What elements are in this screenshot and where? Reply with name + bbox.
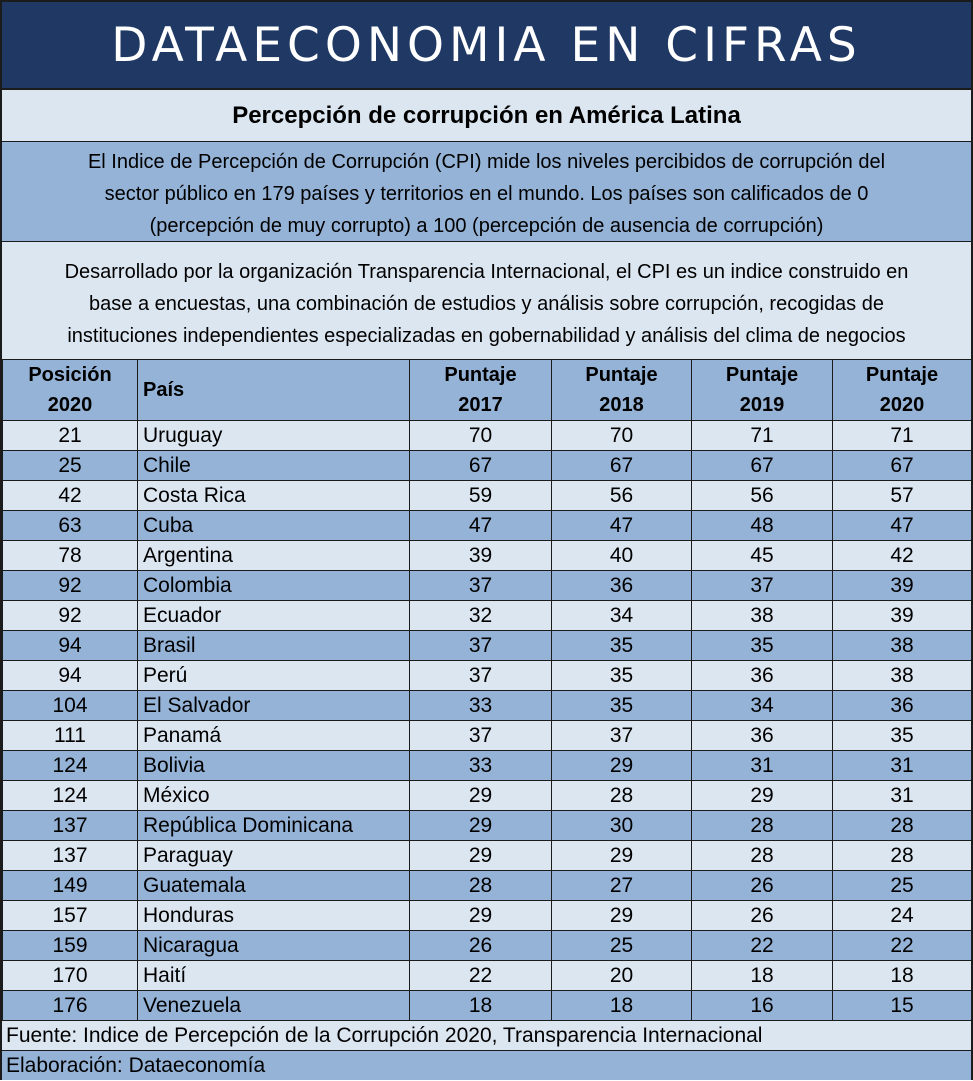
cell-position: 63 <box>3 511 138 541</box>
table-row <box>3 661 972 691</box>
table-row <box>3 541 972 571</box>
cell-score-2018: 30 <box>552 811 692 841</box>
cell-position: 149 <box>3 871 138 901</box>
cell-score-2019: 29 <box>692 781 833 811</box>
cell-country: Cuba <box>138 511 410 541</box>
cell-score-2020: 39 <box>833 571 972 601</box>
cell-score-2020: 28 <box>833 811 972 841</box>
column-header-score-2017: Puntaje 2017 <box>410 360 552 421</box>
cell-score-2017: 33 <box>410 691 552 721</box>
cell-position: 111 <box>3 721 138 751</box>
cell-score-2018: 35 <box>552 631 692 661</box>
cell-score-2019: 48 <box>692 511 833 541</box>
cell-country: Argentina <box>138 541 410 571</box>
cell-score-2019: 35 <box>692 631 833 661</box>
cell-score-2019: 16 <box>692 991 833 1021</box>
cell-score-2017: 37 <box>410 571 552 601</box>
table-row <box>3 961 972 991</box>
cell-score-2018: 18 <box>552 991 692 1021</box>
table-row <box>3 601 972 631</box>
cell-position: 92 <box>3 601 138 631</box>
cell-score-2020: 24 <box>833 901 972 931</box>
cell-score-2019: 26 <box>692 871 833 901</box>
banner-title: DATAECONOMIA EN CIFRAS <box>2 2 971 90</box>
cell-score-2018: 47 <box>552 511 692 541</box>
cell-score-2018: 35 <box>552 661 692 691</box>
table-row <box>3 901 972 931</box>
cell-country: Colombia <box>138 571 410 601</box>
cell-position: 92 <box>3 571 138 601</box>
table-row <box>3 781 972 811</box>
cell-position: 25 <box>3 451 138 481</box>
cell-score-2017: 67 <box>410 451 552 481</box>
cell-score-2019: 36 <box>692 661 833 691</box>
cell-score-2019: 28 <box>692 841 833 871</box>
cell-score-2018: 34 <box>552 601 692 631</box>
description-line: base a encuestas, una combinación de estudios y análisis sobre corrupción, recogidas de <box>89 293 884 315</box>
cell-country: Uruguay <box>138 421 410 451</box>
cell-score-2018: 37 <box>552 721 692 751</box>
cell-score-2020: 28 <box>833 841 972 871</box>
cell-score-2020: 57 <box>833 481 972 511</box>
cell-score-2018: 67 <box>552 451 692 481</box>
table-row <box>3 511 972 541</box>
cell-country: El Salvador <box>138 691 410 721</box>
cell-score-2020: 22 <box>833 931 972 961</box>
cell-score-2018: 20 <box>552 961 692 991</box>
cell-position: 137 <box>3 841 138 871</box>
cell-country: Bolivia <box>138 751 410 781</box>
cell-position: 159 <box>3 931 138 961</box>
description-cpi <box>2 142 971 242</box>
cell-score-2017: 29 <box>410 781 552 811</box>
cell-score-2020: 71 <box>833 421 972 451</box>
cell-score-2019: 56 <box>692 481 833 511</box>
cell-score-2020: 18 <box>833 961 972 991</box>
cell-country: Paraguay <box>138 841 410 871</box>
table-row <box>3 691 972 721</box>
cell-position: 42 <box>3 481 138 511</box>
cell-score-2018: 29 <box>552 841 692 871</box>
cell-score-2017: 70 <box>410 421 552 451</box>
cell-score-2018: 70 <box>552 421 692 451</box>
cell-score-2017: 33 <box>410 751 552 781</box>
column-header-score-2020: Puntaje 2020 <box>833 360 972 421</box>
cell-score-2017: 29 <box>410 901 552 931</box>
table-row <box>3 721 972 751</box>
table-row <box>3 481 972 511</box>
cell-country: Venezuela <box>138 991 410 1021</box>
cell-score-2019: 67 <box>692 451 833 481</box>
table-header-row <box>3 360 972 421</box>
cell-score-2017: 22 <box>410 961 552 991</box>
table-row <box>3 841 972 871</box>
cell-score-2020: 42 <box>833 541 972 571</box>
table-row <box>3 931 972 961</box>
cell-country: Chile <box>138 451 410 481</box>
cell-score-2019: 26 <box>692 901 833 931</box>
cell-score-2019: 18 <box>692 961 833 991</box>
cell-score-2017: 37 <box>410 661 552 691</box>
cell-country: Ecuador <box>138 601 410 631</box>
column-header-score-2019: Puntaje 2019 <box>692 360 833 421</box>
cell-score-2020: 31 <box>833 781 972 811</box>
description-methodology <box>2 242 971 359</box>
table-row <box>3 811 972 841</box>
table-row <box>3 421 972 451</box>
column-header-score-2018: Puntaje 2018 <box>552 360 692 421</box>
credit-note: Elaboración: Dataeconomía <box>2 1050 971 1080</box>
cell-score-2019: 71 <box>692 421 833 451</box>
cell-score-2020: 25 <box>833 871 972 901</box>
cell-score-2020: 38 <box>833 631 972 661</box>
cell-score-2018: 29 <box>552 901 692 931</box>
cell-score-2019: 37 <box>692 571 833 601</box>
column-header-position: Posición 2020 <box>3 360 138 421</box>
cell-position: 124 <box>3 751 138 781</box>
table-row <box>3 571 972 601</box>
cell-score-2017: 28 <box>410 871 552 901</box>
cell-position: 78 <box>3 541 138 571</box>
cpi-table <box>2 359 972 1021</box>
cell-country: Haití <box>138 961 410 991</box>
table-row <box>3 451 972 481</box>
cell-score-2020: 38 <box>833 661 972 691</box>
cell-score-2017: 47 <box>410 511 552 541</box>
cell-score-2017: 37 <box>410 721 552 751</box>
cell-score-2018: 29 <box>552 751 692 781</box>
cell-score-2017: 37 <box>410 631 552 661</box>
cell-country: Costa Rica <box>138 481 410 511</box>
page-title: Percepción de corrupción en América Latina <box>2 90 971 142</box>
cell-position: 176 <box>3 991 138 1021</box>
cell-score-2019: 45 <box>692 541 833 571</box>
cell-position: 21 <box>3 421 138 451</box>
cell-score-2020: 15 <box>833 991 972 1021</box>
cell-score-2019: 31 <box>692 751 833 781</box>
cell-score-2019: 22 <box>692 931 833 961</box>
cell-position: 137 <box>3 811 138 841</box>
cell-country: Guatemala <box>138 871 410 901</box>
column-header-country: País <box>138 360 410 421</box>
cell-score-2017: 26 <box>410 931 552 961</box>
cell-score-2019: 38 <box>692 601 833 631</box>
cell-score-2020: 35 <box>833 721 972 751</box>
cell-position: 124 <box>3 781 138 811</box>
description-line: Desarrollado por la organización Transparencia Internacional, el CPI es un indice construido en <box>64 261 909 283</box>
cell-score-2020: 36 <box>833 691 972 721</box>
description-line: El Indice de Percepción de Corrupción (CPI) mide los niveles percibidos de corrupción del <box>87 151 886 173</box>
cell-position: 170 <box>3 961 138 991</box>
cell-position: 104 <box>3 691 138 721</box>
table-row <box>3 751 972 781</box>
table-row <box>3 991 972 1021</box>
cell-score-2020: 31 <box>833 751 972 781</box>
source-note: Fuente: Indice de Percepción de la Corrupción 2020, Transparencia Internacional <box>2 1020 971 1050</box>
cell-country: Nicaragua <box>138 931 410 961</box>
cell-score-2017: 29 <box>410 841 552 871</box>
cell-position: 94 <box>3 631 138 661</box>
cell-score-2020: 39 <box>833 601 972 631</box>
cell-country: Brasil <box>138 631 410 661</box>
table-body <box>3 421 972 1021</box>
cell-score-2017: 18 <box>410 991 552 1021</box>
table-row <box>3 871 972 901</box>
cell-score-2017: 39 <box>410 541 552 571</box>
cell-score-2017: 32 <box>410 601 552 631</box>
description-line: (percepción de muy corrupto) a 100 (percepción de ausencia de corrupción) <box>149 215 824 237</box>
table-row <box>3 631 972 661</box>
cell-score-2018: 40 <box>552 541 692 571</box>
cell-score-2017: 59 <box>410 481 552 511</box>
cell-score-2018: 56 <box>552 481 692 511</box>
cell-score-2018: 36 <box>552 571 692 601</box>
description-line: instituciones independientes especializadas en gobernabilidad y análisis del clima de negocios <box>67 325 906 347</box>
cell-country: México <box>138 781 410 811</box>
description-line: sector público en 179 países y territorios en el mundo. Los países son calificados de 0 <box>104 183 869 205</box>
cell-country: Honduras <box>138 901 410 931</box>
cell-position: 157 <box>3 901 138 931</box>
cell-country: Panamá <box>138 721 410 751</box>
cell-score-2019: 34 <box>692 691 833 721</box>
cell-country: Perú <box>138 661 410 691</box>
cell-score-2018: 35 <box>552 691 692 721</box>
cell-score-2018: 28 <box>552 781 692 811</box>
cell-score-2020: 47 <box>833 511 972 541</box>
cell-score-2020: 67 <box>833 451 972 481</box>
cell-position: 94 <box>3 661 138 691</box>
cell-score-2019: 36 <box>692 721 833 751</box>
cell-score-2018: 27 <box>552 871 692 901</box>
cell-score-2017: 29 <box>410 811 552 841</box>
cell-country: República Dominicana <box>138 811 410 841</box>
cell-score-2019: 28 <box>692 811 833 841</box>
cell-score-2018: 25 <box>552 931 692 961</box>
